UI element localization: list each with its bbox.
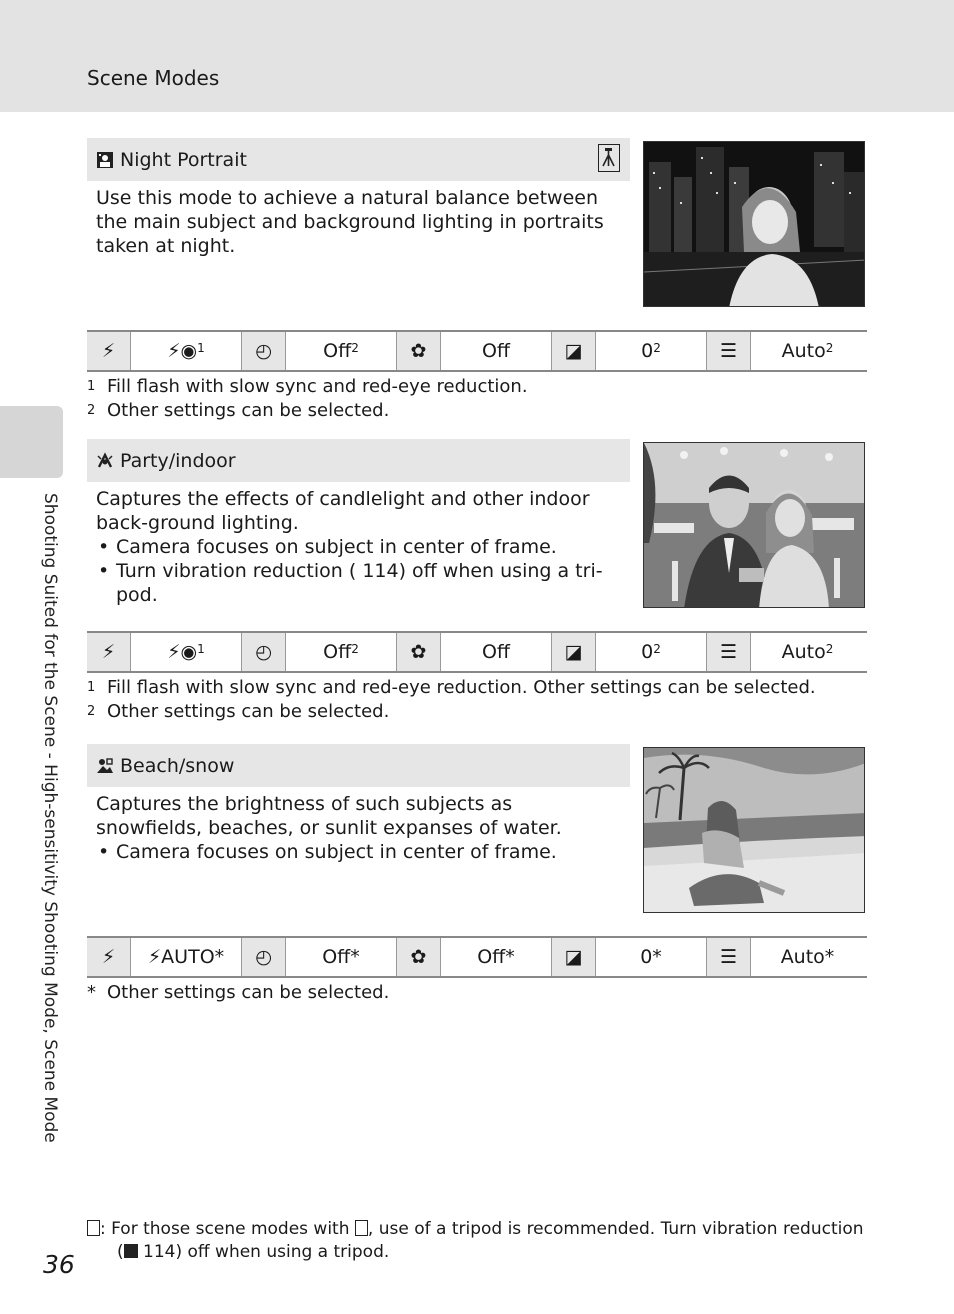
section-description: [96, 186, 624, 258]
bullet-item: • Camera focuses on subject in center of frame.: [96, 840, 624, 864]
self-timer-icon: ◴: [242, 633, 286, 671]
settings-row: [87, 631, 867, 673]
exposure-compensation-icon: ◪: [552, 938, 596, 976]
exposure-value: 0 $^2$: [596, 332, 707, 370]
flash-slow-sync-icon: ⚡◉: [167, 641, 198, 663]
section-title-bar: [87, 439, 630, 482]
footnote-2: 2 Other settings can be selected.: [87, 400, 390, 421]
flash-auto-icon: ⚡AUTO: [147, 946, 215, 968]
bullet-item: • Camera focuses on subject in center of frame.: [96, 535, 624, 559]
macro-value: Off: [441, 332, 552, 370]
tripod-icon: [87, 1220, 100, 1236]
night-portrait-photo: [643, 141, 865, 307]
flash-mode-icon: ⚡: [87, 938, 131, 976]
continuous-mode-icon: ☰: [707, 938, 751, 976]
beach-snow-icon: [96, 757, 114, 775]
footnote-1: 1 Fill flash with slow sync and red-eye reduction.: [87, 376, 528, 397]
macro-icon: ✿: [397, 332, 441, 370]
continuous-mode-icon: ☰: [707, 332, 751, 370]
flash-value: ⚡◉ $^1$: [131, 633, 242, 671]
self-timer-value: Off*: [286, 938, 397, 976]
bullet-item: • Turn vibration reduction ( 114) off when using a tri-pod.: [96, 559, 624, 607]
macro-icon: ✿: [397, 938, 441, 976]
description-text: Use this mode to achieve a natural balance between the main subject and background lighting in portraits taken at night.: [96, 187, 604, 257]
header-bar: [0, 0, 954, 112]
tripod-icon: [355, 1220, 368, 1236]
footnote-2: 2 Other settings can be selected.: [87, 701, 390, 722]
section-description: [96, 487, 624, 607]
exposure-value: 0 $^2$: [596, 633, 707, 671]
settings-row: [87, 330, 867, 372]
page-header-title: Scene Modes: [87, 66, 220, 90]
section-night-portrait: [87, 138, 867, 421]
self-timer-value: Off $^2$: [286, 633, 397, 671]
vibration-reduction-icon: [124, 1244, 138, 1258]
section-title: Party/indoor: [120, 450, 236, 472]
beach-snow-photo: [643, 747, 865, 913]
macro-value: Off: [441, 633, 552, 671]
continuous-value: Auto $^2$: [781, 340, 834, 362]
exposure-compensation-icon: ◪: [552, 633, 596, 671]
footnote-asterisk: * Other settings can be selected.: [87, 982, 390, 1003]
party-indoor-photo: [643, 442, 865, 608]
macro-value: Off*: [441, 938, 552, 976]
exposure-value: 0*: [596, 938, 707, 976]
section-party-indoor: [87, 439, 867, 729]
party-indoor-icon: [96, 452, 114, 470]
continuous-mode-icon: ☰: [707, 633, 751, 671]
section-title-bar: [87, 744, 630, 787]
section-beach-snow: [87, 744, 867, 1014]
page-number: 36: [43, 1250, 75, 1279]
tripod-icon: [598, 144, 620, 172]
night-portrait-icon: [96, 151, 114, 169]
flash-mode-icon: ⚡: [87, 633, 131, 671]
settings-row: [87, 936, 867, 978]
flash-value: ⚡◉ $^1$: [131, 332, 242, 370]
section-title-bar: [87, 138, 630, 181]
section-title: Night Portrait: [120, 149, 247, 171]
description-text: Captures the effects of candlelight and other indoor back-ground lighting.: [96, 488, 590, 534]
macro-icon: ✿: [397, 633, 441, 671]
self-timer-icon: ◴: [242, 332, 286, 370]
footnote-1: 1 Fill flash with slow sync and red-eye reduction. Other settings can be selected.: [87, 677, 816, 698]
section-title: Beach/snow: [120, 755, 235, 777]
description-text: Captures the brightness of such subjects as snowfields, beaches, or sunlit expanses of water.: [96, 793, 562, 839]
continuous-value: Auto*: [780, 946, 835, 968]
flash-mode-icon: ⚡: [87, 332, 131, 370]
tripod-footnote: : For those scene modes with , use of a tripod is recommended. Turn vibration reduction ( 114) off when using a tripod.: [87, 1218, 877, 1264]
self-timer-value: Off $^2$: [286, 332, 397, 370]
side-tab: [0, 406, 63, 478]
side-tab-text: Shooting Suited for the Scene - High-sensitivity Shooting Mode, Scene Mode: [40, 493, 60, 1143]
self-timer-icon: ◴: [242, 938, 286, 976]
flash-slow-sync-icon: ⚡◉: [167, 340, 198, 362]
continuous-value: Auto $^2$: [781, 641, 834, 663]
flash-value: ⚡AUTO *: [131, 938, 242, 976]
section-description: [96, 792, 624, 864]
exposure-compensation-icon: ◪: [552, 332, 596, 370]
